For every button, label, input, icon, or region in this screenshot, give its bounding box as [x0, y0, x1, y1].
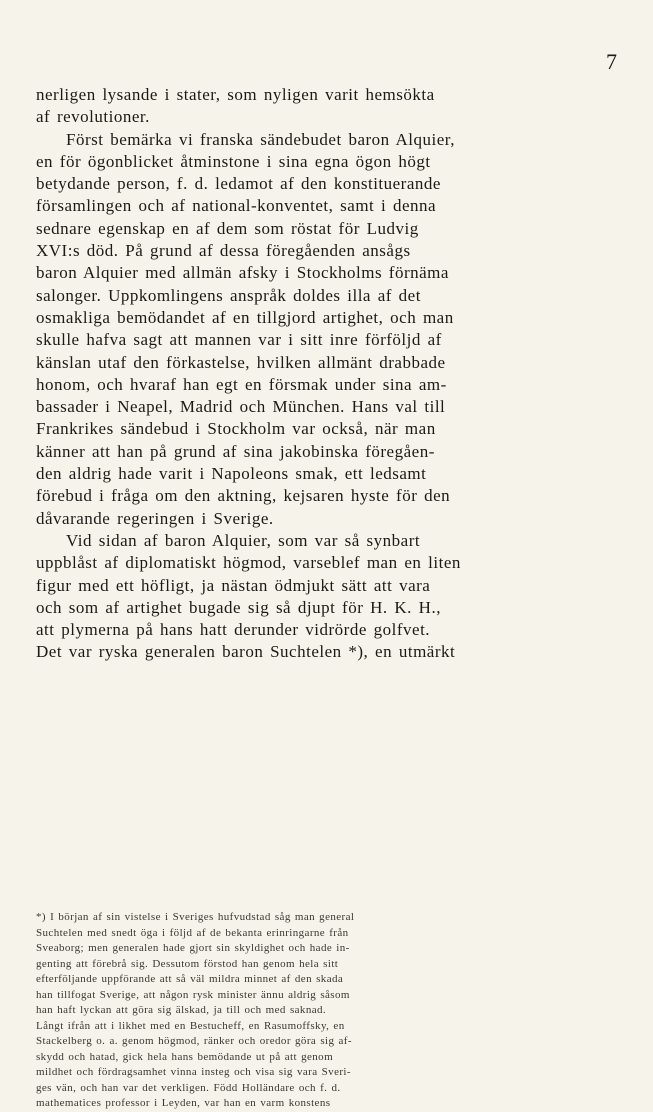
text-line: en för ögonblicket åtminstone i sina egna ögon högt: [36, 151, 431, 171]
text-line: salonger. Uppkomlingens anspråk doldes illa af det: [36, 285, 421, 305]
text-line: och som af artighet bugade sig så djupt för H. K. H.,: [36, 597, 441, 617]
text-line: att plymerna på hans hatt derunder vidrörde golfvet.: [36, 620, 431, 640]
footnote: [36, 910, 619, 1112]
text-line: dåvarande regeringen i Sverige.: [36, 508, 274, 528]
footnote-line: Långt ifrån att i likhet med en Bestucheff, en Rasumoffsky, en: [36, 1019, 345, 1032]
text-line: Frankrikes sändebud i Stockholm var också, när man: [36, 419, 436, 439]
text-line: skulle hafva sagt att mannen var i sitt inre förföljd af: [36, 330, 442, 350]
text-line: betydande person, f. d. ledamot af den konstituerande: [36, 174, 441, 194]
text-line: känner att han på grund af sina jakobinska föregåen-: [36, 441, 435, 461]
page-number: 7: [606, 49, 617, 74]
text-line: församlingen och af national-konventet, samt i denna: [36, 196, 437, 216]
text-line: känslan utaf den förkastelse, hvilken allmänt drabbade: [36, 352, 446, 372]
text-line: osmakliga bemödandet af en tillgjord artighet, och man: [36, 307, 454, 327]
footnote-line: ges vän, och han var det verkligen. Född Holländare och f. d.: [36, 1081, 341, 1094]
footnote-line: mildhet och fördragsamhet vinna insteg och visa sig vara Sveri-: [36, 1066, 351, 1078]
footnote-line: han tillfogat Sverige, att någon rysk minister ännu aldrig såsom: [36, 988, 350, 1001]
text-line: af revolutioner.: [36, 107, 150, 127]
footnote-line: han haft lyckan att göra sig älskad, ja till och med saknad.: [36, 1004, 327, 1016]
body-text: [36, 84, 619, 664]
text-line: Det var ryska generalen baron Suchtelen *), en utmärkt: [36, 642, 456, 662]
text-line: den aldrig hade varit i Napoleons smak, ett ledsamt: [36, 464, 427, 484]
footnote-line: Sveaborg; men generalen hade gjort sin skyldighet och hade in-: [36, 942, 350, 954]
text-line: honom, och hvaraf han egt en försmak under sina am-: [36, 374, 447, 394]
text-line: sednare egenskap en af dem som röstat för Ludvig: [36, 218, 419, 238]
footnote-line: Stackelberg o. a. genom högmod, ränker och oredor göra sig af-: [36, 1035, 352, 1047]
text-line: XVI:s död. På grund af dessa föregåenden ansågs: [36, 241, 411, 261]
footnote-line: Suchtelen med snedt öga i följd af de bekanta erinringarne från: [36, 926, 349, 939]
text-line: förebud i fråga om den aktning, kejsaren hyste för den: [36, 486, 451, 506]
footnote-line: mathematices professor i Leyden, var han en varm konstens: [36, 1097, 331, 1109]
footnote-line: skydd och hatad, gick hela hans bemödande ut på att genom: [36, 1050, 334, 1063]
text-line: nerligen lysande i stater, som nyligen varit hemsökta: [36, 85, 435, 104]
text-line: figur med ett höfligt, ja nästan ödmjukt sätt att vara: [36, 575, 431, 595]
text-line: bassader i Neapel, Madrid och München. Hans val till: [36, 397, 446, 417]
footnote-line: efterföljande uppförande att så väl mildra minnet af den skada: [36, 973, 344, 985]
text-line: Vid sidan af baron Alquier, som var så synbart: [66, 530, 421, 550]
text-line: baron Alquier med allmän afsky i Stockholms förnäma: [36, 263, 449, 283]
text-line: Först bemärka vi franska sändebudet baron Alquier,: [66, 129, 455, 149]
footnote-line: *) I början af sin vistelse i Sveriges hufvudstad såg man general: [36, 911, 355, 923]
text-line: uppblåst af diplomatiskt högmod, varseblef man en liten: [36, 553, 461, 573]
footnote-line: genting att förebrå sig. Dessutom förstod han genom hela sitt: [36, 957, 339, 970]
